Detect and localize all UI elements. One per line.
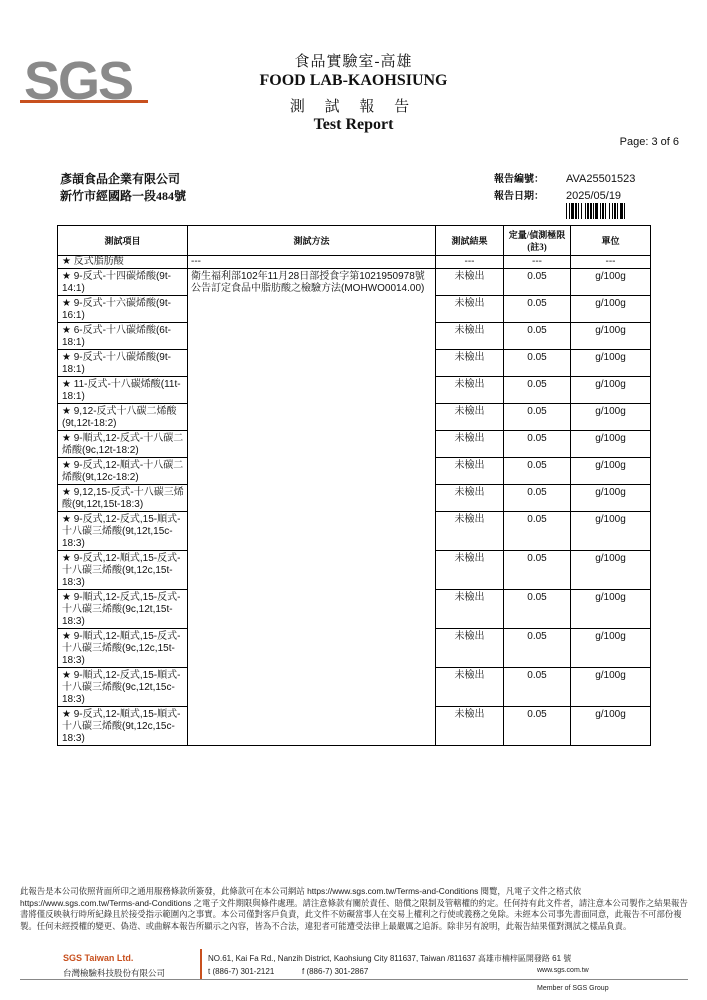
row-limit: 0.05 xyxy=(504,629,571,668)
barcode xyxy=(566,203,648,219)
group-item: ★ 反式脂肪酸 xyxy=(58,256,188,269)
report-number: AVA25501523 xyxy=(566,173,636,185)
svg-text:SGS: SGS xyxy=(24,52,133,111)
footer-address: NO.61, Kai Fa Rd., Nanzih District, Kaohsiung City 811637, Taiwan /811637 高雄市楠梓區開發路 61 號 xyxy=(208,954,572,963)
row-limit: 0.05 xyxy=(504,551,571,590)
row-result: 未檢出 xyxy=(436,629,504,668)
report-date: 2025/05/19 xyxy=(566,190,622,202)
report-title-cn: 測 試 報 告 xyxy=(289,99,418,115)
row-item: ★ 9-順式,12-反式-十八碳二烯酸(9c,12t-18:2) xyxy=(58,431,188,458)
row-item: ★ 9-反式,12-順式,15-反式-十八碳三烯酸(9t,12c,15t-18:3) xyxy=(58,551,188,590)
report-number-label: 報告編號： xyxy=(494,174,544,185)
row-method: 衛生福利部102年11月28日部授食字第1021950978號公告訂定食品中脂肪酸之檢驗方法(MOHWO0014.00) xyxy=(188,269,436,746)
row-unit: g/100g xyxy=(571,590,651,629)
row-result: 未檢出 xyxy=(436,296,504,323)
row-result: 未檢出 xyxy=(436,707,504,746)
row-limit: 0.05 xyxy=(504,590,571,629)
group-limit: --- xyxy=(504,256,571,269)
row-item: ★ 11-反式-十八碳烯酸(11t-18:1) xyxy=(58,377,188,404)
row-item: ★ 9-順式,12-順式,15-反式-十八碳三烯酸(9c,12c,15t-18:3) xyxy=(58,629,188,668)
row-limit: 0.05 xyxy=(504,431,571,458)
table-header-row xyxy=(58,226,651,256)
row-result: 未檢出 xyxy=(436,668,504,707)
row-item: ★ 9-順式,12-反式,15-反式-十八碳三烯酸(9c,12t,15t-18:3) xyxy=(58,590,188,629)
row-limit: 0.05 xyxy=(504,485,571,512)
row-item: ★ 9-反式,12-順式-十八碳二烯酸(9t,12c-18:2) xyxy=(58,458,188,485)
row-unit: g/100g xyxy=(571,323,651,350)
row-limit: 0.05 xyxy=(504,668,571,707)
row-result: 未檢出 xyxy=(436,269,504,296)
row-result: 未檢出 xyxy=(436,551,504,590)
results-table xyxy=(57,225,651,746)
client-address: 新竹市經國路一段484號 xyxy=(60,189,187,203)
row-unit: g/100g xyxy=(571,668,651,707)
header-item: 測試項目 xyxy=(58,226,188,256)
report-date-label: 報告日期： xyxy=(494,191,544,202)
table-row xyxy=(58,269,651,296)
group-unit: --- xyxy=(571,256,651,269)
header-method: 測試方法 xyxy=(188,226,436,256)
page-number: Page: 3 of 6 xyxy=(619,136,679,148)
row-item: ★ 9-反式,12-順式,15-順式-十八碳三烯酸(9t,12c,15c-18:3) xyxy=(58,707,188,746)
footer-website: www.sgs.com.tw xyxy=(537,967,589,974)
row-limit: 0.05 xyxy=(504,707,571,746)
row-item: ★ 9,12-反式十八碳二烯酸(9t,12t-18:2) xyxy=(58,404,188,431)
row-item: ★ 6-反式-十八碳烯酸(6t-18:1) xyxy=(58,323,188,350)
header-unit: 單位 xyxy=(571,226,651,256)
footer-divider xyxy=(200,949,202,979)
member-of-sgs: Member of SGS Group xyxy=(537,985,609,992)
row-limit: 0.05 xyxy=(504,512,571,551)
footer-company-cn: 台灣檢驗科技股份有限公司 xyxy=(63,968,166,978)
row-unit: g/100g xyxy=(571,296,651,323)
row-limit: 0.05 xyxy=(504,458,571,485)
row-unit: g/100g xyxy=(571,458,651,485)
footer-rule xyxy=(20,979,688,980)
row-limit: 0.05 xyxy=(504,404,571,431)
header-limit: 定量/偵測極限(註3) xyxy=(504,226,571,256)
footer-fax: f (886-7) 301-2867 xyxy=(302,967,369,976)
row-limit: 0.05 xyxy=(504,377,571,404)
report-title-en: Test Report xyxy=(313,116,394,133)
client-info xyxy=(60,171,186,205)
row-result: 未檢出 xyxy=(436,350,504,377)
row-unit: g/100g xyxy=(571,431,651,458)
footer-tel: t (886-7) 301-2121 xyxy=(208,967,275,976)
row-result: 未檢出 xyxy=(436,431,504,458)
group-result: --- xyxy=(436,256,504,269)
lab-name-en: FOOD LAB-KAOHSIUNG xyxy=(259,72,448,89)
row-item: ★ 9-反式,12-反式,15-順式-十八碳三烯酸(9t,12t,15c-18:3) xyxy=(58,512,188,551)
row-item: ★ 9-反式-十六碳烯酸(9t-16:1) xyxy=(58,296,188,323)
row-unit: g/100g xyxy=(571,485,651,512)
row-item: ★ 9,12,15-反式-十八碳三烯酸(9t,12t,15t-18:3) xyxy=(58,485,188,512)
footer-company-en: SGS Taiwan Ltd. xyxy=(63,953,134,963)
report-number-line xyxy=(494,171,635,188)
header-result: 測試結果 xyxy=(436,226,504,256)
disclaimer: 此報告是本公司依照背面所印之通用服務條款所簽發，此條款可在本公司網站 https://www.sgs.com.tw/Terms-and-Conditions 閱覽，凡電子文件之格式依 https://www.sgs.com.tw/Terms-and-Conditions 之電子文件期限與條件處理。請注意條款有關於責任、賠償之限制及管轄權的約定。任何持有此文件者，請注意本公司製作之結果報告書將僅反映執行時所紀錄且於接受指示範圍內之事實。本公司僅對客戶負責，此文件不妨礙當事人在交易上權利之行使或義務之免除。未經本公司事先書面同意，此報告不可部份複製。任何未經授權的變更、偽造、或曲解本報告所顯示之內容，皆為不合法，違犯者可能遭受法律上最嚴厲之追訴。除非另有說明，此報告結果僅對測試之樣品負責。 xyxy=(20,886,688,931)
row-result: 未檢出 xyxy=(436,377,504,404)
row-limit: 0.05 xyxy=(504,296,571,323)
row-unit: g/100g xyxy=(571,269,651,296)
row-unit: g/100g xyxy=(571,551,651,590)
row-limit: 0.05 xyxy=(504,323,571,350)
row-result: 未檢出 xyxy=(436,590,504,629)
row-unit: g/100g xyxy=(571,512,651,551)
client-name: 彥頡食品企業有限公司 xyxy=(60,172,181,186)
group-row xyxy=(58,256,651,269)
row-result: 未檢出 xyxy=(436,512,504,551)
row-limit: 0.05 xyxy=(504,269,571,296)
row-limit: 0.05 xyxy=(504,350,571,377)
row-result: 未檢出 xyxy=(436,458,504,485)
row-unit: g/100g xyxy=(571,350,651,377)
row-item: ★ 9-反式-十四碳烯酸(9t-14:1) xyxy=(58,269,188,296)
row-item: ★ 9-順式,12-反式,15-順式-十八碳三烯酸(9c,12t,15c-18:3) xyxy=(58,668,188,707)
row-item: ★ 9-反式-十八碳烯酸(9t-18:1) xyxy=(58,350,188,377)
report-meta xyxy=(494,171,635,205)
group-method: --- xyxy=(188,256,436,269)
row-unit: g/100g xyxy=(571,377,651,404)
row-unit: g/100g xyxy=(571,404,651,431)
row-unit: g/100g xyxy=(571,707,651,746)
row-result: 未檢出 xyxy=(436,485,504,512)
row-unit: g/100g xyxy=(571,629,651,668)
lab-name-cn: 食品實驗室-高雄 xyxy=(294,54,413,70)
row-result: 未檢出 xyxy=(436,404,504,431)
row-result: 未檢出 xyxy=(436,323,504,350)
